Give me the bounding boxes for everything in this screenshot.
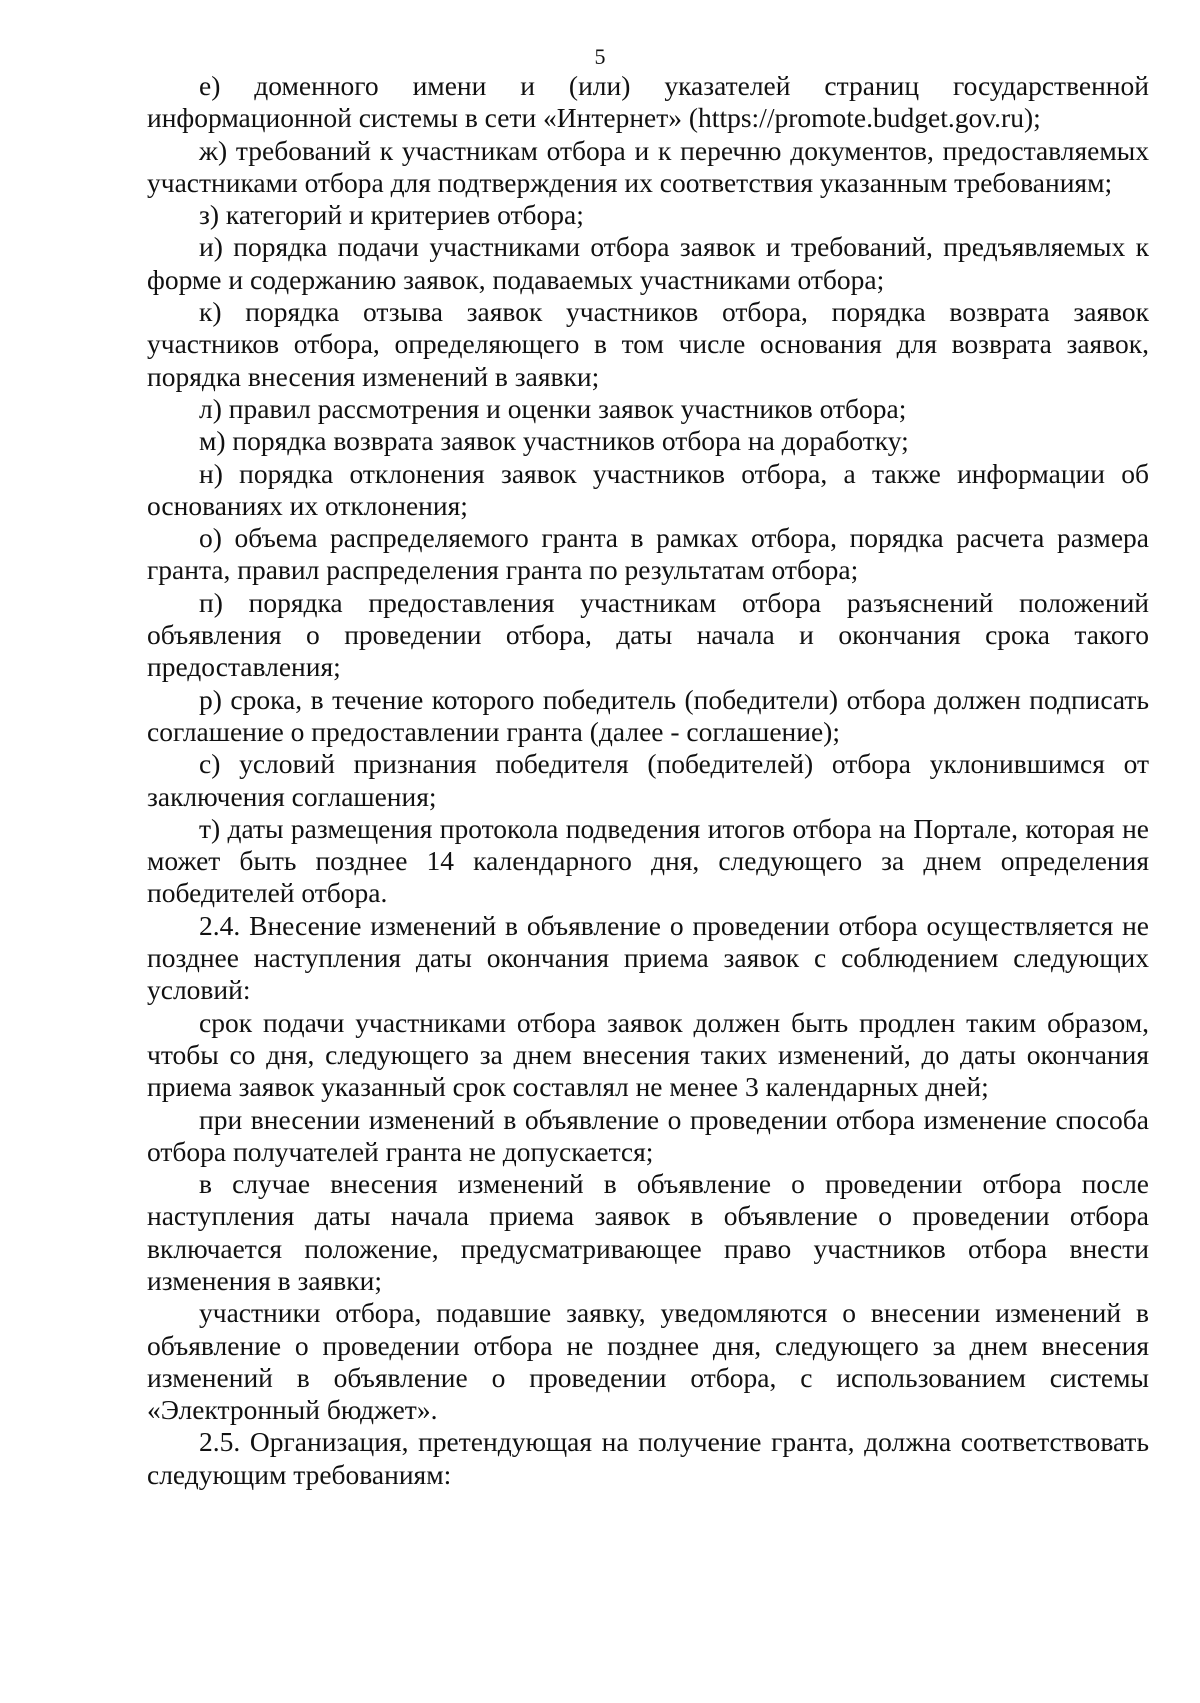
page-number: 5	[594, 44, 606, 69]
section-2-4: 2.4. Внесение изменений в объявление о проведении отбора осуществляется не позднее наступления даты окончания приема заявок с соблюдением следующих условий:	[147, 909, 1149, 1006]
paragraph-s-evasion-conditions: с) условий признания победителя (победителей) отбора уклонившимся от заключения соглашения;	[147, 748, 1149, 812]
document-body	[147, 70, 1149, 1491]
paragraph-l-review-rules: л) правил рассмотрения и оценки заявок участников отбора;	[199, 392, 907, 424]
paragraph-method-change: при внесении изменений в объявление о проведении отбора изменение способа отбора получателей гранта не допускается;	[147, 1103, 1149, 1167]
paragraph-m-return-order: м) порядка возврата заявок участников отбора на доработку;	[199, 425, 909, 457]
paragraph-e-domain-name: е) доменного имени и (или) указателей страниц государственной информационной системы в сети «Интернет» (https://promote.budget.gov.ru);	[147, 70, 1149, 134]
paragraph-n-rejection-order: н) порядка отклонения заявок участников отбора, а также информации об основаниях их отклонения;	[147, 457, 1149, 521]
paragraph-deadline-extension: срок подачи участниками отбора заявок должен быть продлен таким образом, чтобы со дня, следующего за днем внесения таких изменений, до даты окончания приема заявок указанный срок составлял не менее 3 календарных дней;	[147, 1006, 1149, 1103]
paragraph-participant-notification: участники отбора, подавшие заявку, уведомляются о внесении изменений в объявление о проведении отбора не позднее дня, следующего за днем внесения изменений в объявление о проведении отбора, с использованием системы «Электронный бюджет».	[147, 1297, 1149, 1426]
section-2-5: 2.5. Организация, претендующая на получение гранта, должна соответствовать следующим требованиям:	[147, 1426, 1149, 1490]
paragraph-p-clarifications: п) порядка предоставления участникам отбора разъяснений положений объявления о проведении отбора, даты начала и окончания срока такого предоставления;	[147, 586, 1149, 683]
paragraph-r-signing-term: р) срока, в течение которого победитель (победители) отбора должен подписать соглашение о предоставлении гранта (далее - соглашение);	[147, 683, 1149, 747]
paragraph-changes-after-start: в случае внесения изменений в объявление о проведении отбора после наступления даты начала приема заявок в объявление о проведении отбора включается положение, предусматривающее право участников отбора внести изменения в заявки;	[147, 1168, 1149, 1296]
paragraph-z-categories: з) категорий и критериев отбора;	[199, 199, 584, 231]
paragraph-i-submission-order: и) порядка подачи участниками отбора заявок и требований, предъявляемых к форме и содержанию заявок, подаваемых участниками отбора;	[147, 231, 1149, 295]
paragraph-k-withdrawal-order: к) порядка отзыва заявок участников отбора, порядка возврата заявок участников отбора, определяющего в том числе основания для возврата заявок, порядка внесения изменений в заявки;	[147, 296, 1149, 392]
paragraph-zh-requirements: ж) требований к участникам отбора и к перечню документов, предоставляемых участниками отбора для подтверждения их соответствия указанным требованиям;	[147, 134, 1149, 198]
paragraph-o-grant-volume: о) объема распределяемого гранта в рамках отбора, порядка расчета размера гранта, правил распределения гранта по результатам отбора;	[147, 522, 1149, 586]
paragraph-t-protocol-date: т) даты размещения протокола подведения итогов отбора на Портале, которая не может быть позднее 14 календарного дня, следующего за днем определения победителей отбора.	[147, 812, 1149, 909]
